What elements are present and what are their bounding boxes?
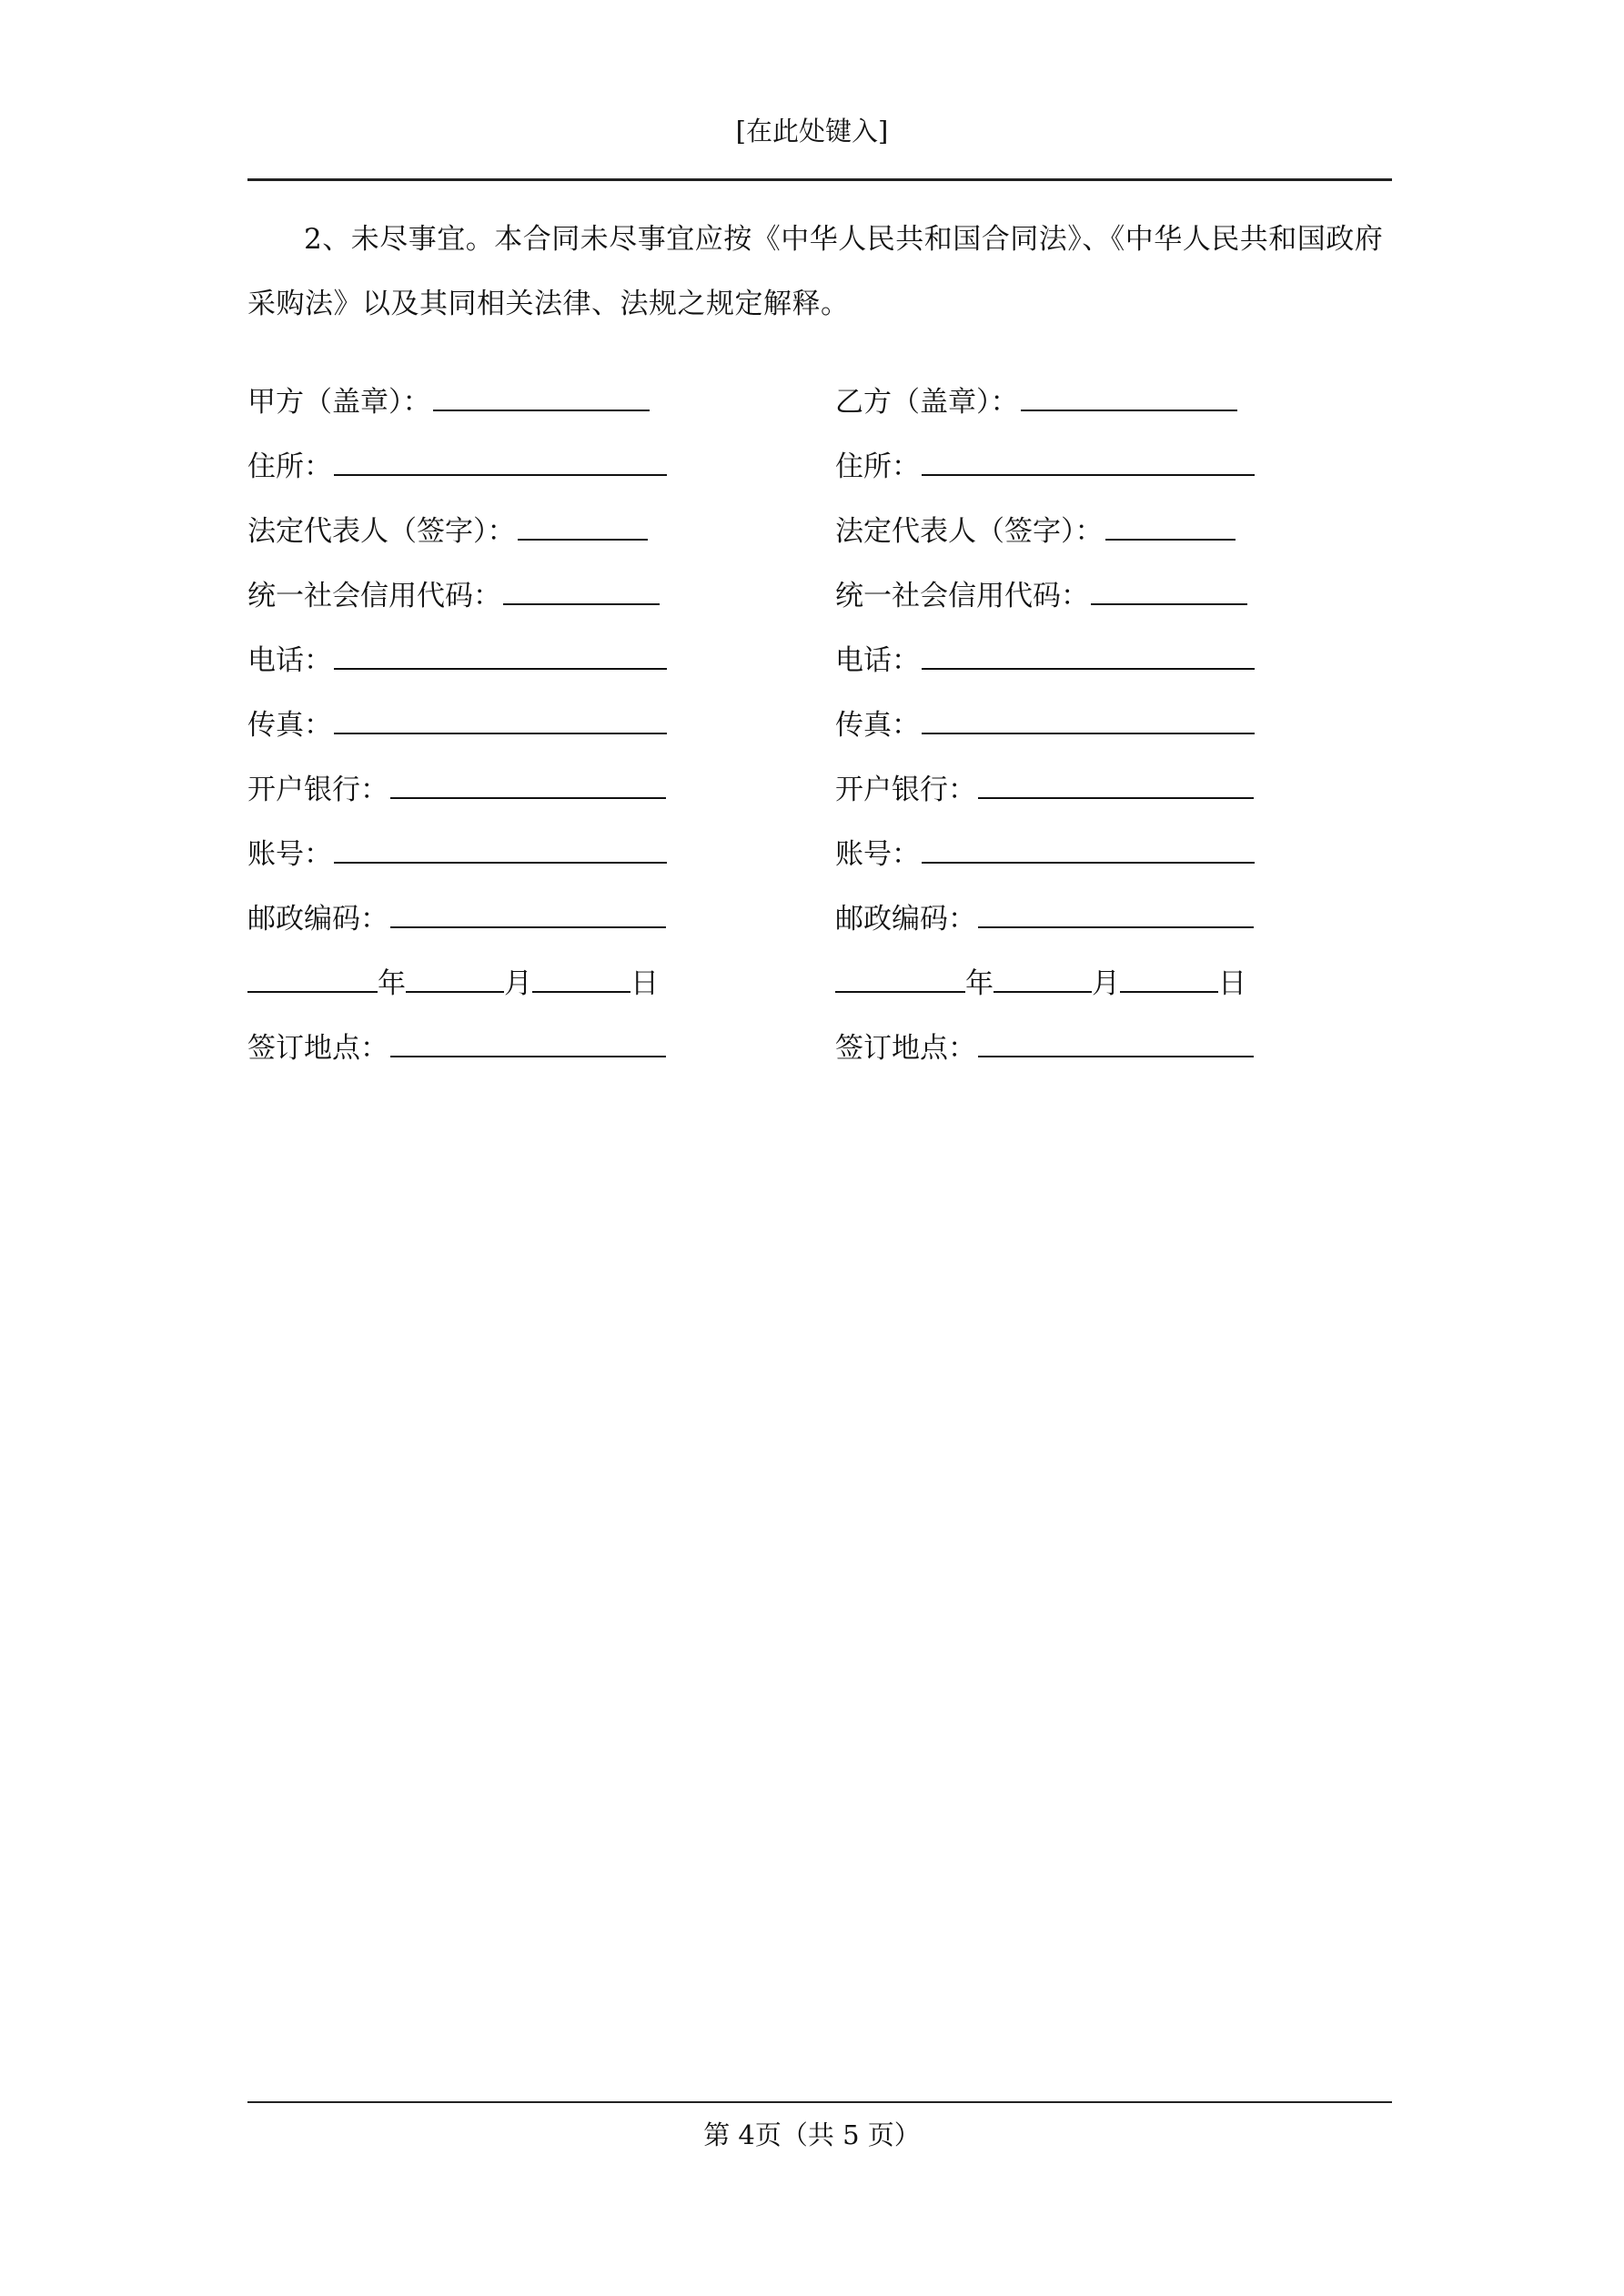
party-a-phone-label: 电话： <box>247 644 332 677</box>
party-a-rep-row <box>247 510 667 574</box>
party-b-credit-code-field[interactable] <box>1091 576 1247 605</box>
party-a-credit-code-label: 统一社会信用代码： <box>247 580 501 612</box>
party-a-signature-block <box>247 380 667 1091</box>
party-b-signature-block <box>835 380 1255 1091</box>
party-b-fax-field[interactable] <box>922 705 1255 734</box>
party-b-account-field[interactable] <box>922 834 1255 864</box>
party-a-address-row <box>247 445 667 510</box>
party-a-seal-label: 甲方（盖章）： <box>247 386 431 419</box>
party-b-postcode-label: 邮政编码： <box>835 903 976 936</box>
party-b-bank-field[interactable] <box>978 770 1254 799</box>
page-footer: 第 4页（共 5 页） <box>703 2119 921 2150</box>
page-header: [在此处键入] <box>735 116 889 147</box>
party-b-rep-field[interactable] <box>1105 511 1236 541</box>
party-b-day-label: 日 <box>1218 967 1246 1000</box>
party-b-address-row <box>835 445 1255 510</box>
party-a-place-field[interactable] <box>390 1028 666 1057</box>
party-b-month-label: 月 <box>1092 967 1120 1000</box>
party-b-phone-label: 电话： <box>835 644 920 677</box>
party-a-account-row <box>247 833 667 897</box>
party-b-fax-label: 传真： <box>835 709 920 742</box>
party-b-place-field[interactable] <box>978 1028 1254 1057</box>
party-a-bank-row <box>247 768 667 833</box>
party-a-rep-field[interactable] <box>518 511 648 541</box>
party-a-day-label: 日 <box>630 967 659 1000</box>
party-a-credit-code-row <box>247 574 667 639</box>
party-a-month-field[interactable] <box>406 964 504 993</box>
party-a-postcode-label: 邮政编码： <box>247 903 388 936</box>
party-a-rep-label: 法定代表人（签字）： <box>247 515 516 548</box>
party-b-seal-field[interactable] <box>1021 382 1237 411</box>
party-b-date-row <box>835 962 1255 1027</box>
clause-line-1: 2、未尽事宜。本合同未尽事宜应按《中华人民共和国合同法》、《中华人民共和国政府 <box>304 223 1384 256</box>
party-b-credit-code-label: 统一社会信用代码： <box>835 580 1089 612</box>
party-a-account-label: 账号： <box>247 838 332 871</box>
party-b-year-label: 年 <box>965 967 994 1000</box>
footer-rule <box>247 2101 1392 2103</box>
clause-paragraph <box>247 207 1394 337</box>
party-a-account-field[interactable] <box>334 834 667 864</box>
clause-line-2: 采购法》以及其同相关法律、法规之规定解释。 <box>247 288 850 320</box>
party-b-credit-code-row <box>835 574 1255 639</box>
party-a-postcode-field[interactable] <box>390 899 666 928</box>
party-a-credit-code-field[interactable] <box>503 576 660 605</box>
party-b-account-row <box>835 833 1255 897</box>
party-b-month-field[interactable] <box>994 964 1092 993</box>
header-rule <box>247 178 1392 181</box>
party-b-place-row <box>835 1027 1255 1091</box>
party-a-fax-label: 传真： <box>247 709 332 742</box>
party-b-address-label: 住所： <box>835 450 920 483</box>
party-b-phone-row <box>835 639 1255 703</box>
party-b-rep-row <box>835 510 1255 574</box>
party-b-fax-row <box>835 703 1255 768</box>
party-b-bank-label: 开户银行： <box>835 774 976 806</box>
party-b-phone-field[interactable] <box>922 641 1255 670</box>
party-b-postcode-row <box>835 897 1255 962</box>
party-a-postcode-row <box>247 897 667 962</box>
party-b-year-field[interactable] <box>835 964 965 993</box>
party-b-seal-label: 乙方（盖章）： <box>835 386 1019 419</box>
party-a-date-row <box>247 962 667 1027</box>
party-a-place-label: 签订地点： <box>247 1032 388 1065</box>
party-b-account-label: 账号： <box>835 838 920 871</box>
party-b-place-label: 签订地点： <box>835 1032 976 1065</box>
party-a-address-field[interactable] <box>334 447 667 476</box>
party-a-fax-row <box>247 703 667 768</box>
party-b-rep-label: 法定代表人（签字）： <box>835 515 1104 548</box>
party-a-year-label: 年 <box>378 967 406 1000</box>
party-b-day-field[interactable] <box>1120 964 1218 993</box>
party-b-bank-row <box>835 768 1255 833</box>
party-a-seal-field[interactable] <box>433 382 650 411</box>
party-a-phone-field[interactable] <box>334 641 667 670</box>
party-a-address-label: 住所： <box>247 450 332 483</box>
party-b-address-field[interactable] <box>922 447 1255 476</box>
party-a-bank-label: 开户银行： <box>247 774 388 806</box>
party-a-bank-field[interactable] <box>390 770 666 799</box>
party-b-postcode-field[interactable] <box>978 899 1254 928</box>
party-b-seal-row <box>835 380 1255 445</box>
party-a-month-label: 月 <box>504 967 532 1000</box>
party-a-phone-row <box>247 639 667 703</box>
party-a-place-row <box>247 1027 667 1091</box>
party-a-year-field[interactable] <box>247 964 378 993</box>
party-a-day-field[interactable] <box>532 964 630 993</box>
party-a-fax-field[interactable] <box>334 705 667 734</box>
party-a-seal-row <box>247 380 667 445</box>
